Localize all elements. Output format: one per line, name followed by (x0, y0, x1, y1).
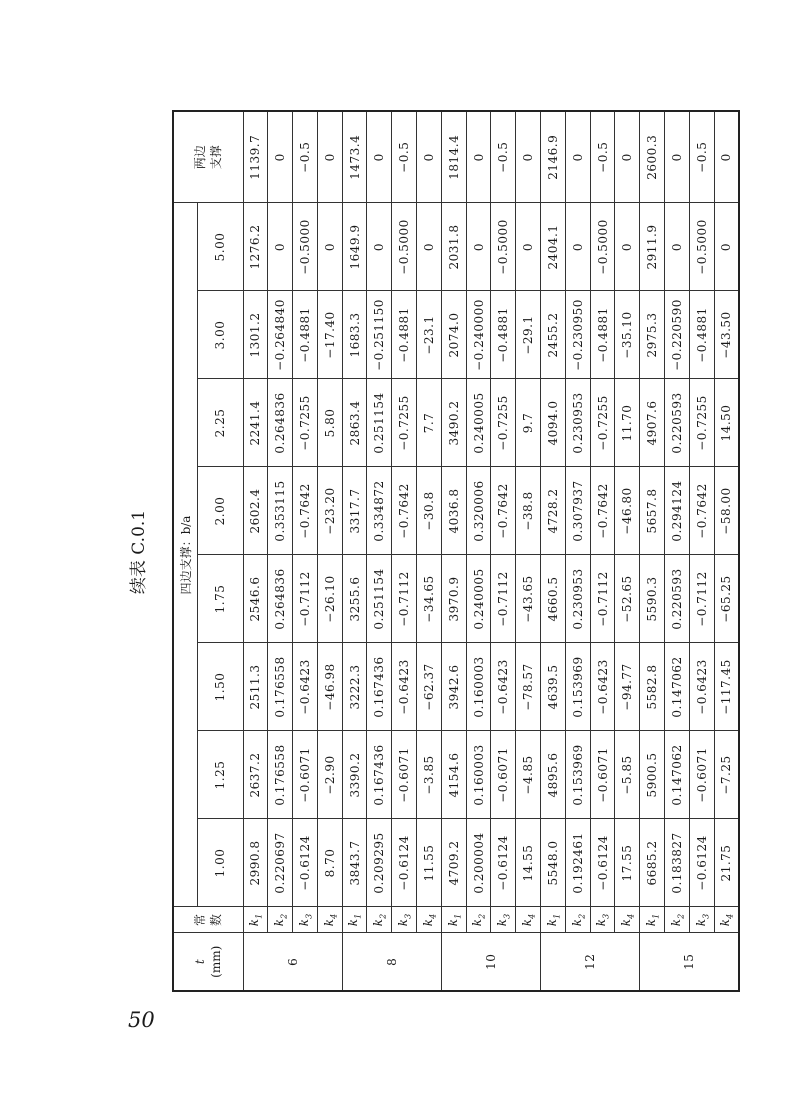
value-cell: −0.230950 (565, 291, 590, 379)
coefficient-subscript: 4 (626, 913, 636, 919)
table-row (665, 111, 690, 991)
value-cell: 4154.6 (441, 731, 466, 819)
value-cell: −0.7642 (392, 467, 417, 555)
value-cell: 1649.9 (342, 203, 367, 291)
value-cell: −0.4881 (491, 291, 516, 379)
coef-label-2: 数 (209, 914, 224, 927)
coefficient-symbol: k (594, 918, 609, 927)
coefficient-subscript: 3 (403, 913, 413, 919)
t-label: t (193, 959, 208, 965)
value-cell: −43.50 (714, 291, 739, 379)
value-cell: −0.4881 (293, 291, 318, 379)
table-body (243, 111, 739, 991)
table-row (268, 111, 293, 991)
value-cell: −17.40 (317, 291, 342, 379)
value-cell: −0.7112 (293, 555, 318, 643)
table-row (590, 111, 615, 991)
value-cell: 4036.8 (441, 467, 466, 555)
value-cell: −0.240000 (466, 291, 491, 379)
value-cell: 5657.8 (640, 467, 665, 555)
coefficient-symbol: k (619, 918, 634, 927)
value-cell: −30.8 (417, 467, 442, 555)
value-cell: −0.7255 (293, 379, 318, 467)
coefficient-symbol: k (569, 918, 584, 927)
two-edge-label-1: 两边 (193, 145, 208, 170)
value-cell: −34.65 (417, 555, 442, 643)
value-cell: 3843.7 (342, 819, 367, 907)
coefficient-symbol: k (668, 918, 683, 927)
value-cell: 0 (565, 111, 590, 203)
value-cell: −0.5 (689, 111, 714, 203)
value-cell: 0.264836 (268, 555, 293, 643)
coefficient-symbol: k (371, 918, 386, 927)
table-row (293, 111, 318, 991)
value-cell: 0.153969 (565, 731, 590, 819)
coefficient-subscript: 2 (279, 913, 289, 919)
coefficient-symbol: k (321, 918, 336, 927)
value-cell: −23.1 (417, 291, 442, 379)
coefficient-symbol-cell (367, 907, 392, 933)
table-row (367, 111, 392, 991)
value-cell: 5548.0 (541, 819, 566, 907)
coefficient-subscript: 1 (452, 913, 462, 919)
value-cell: 0.353115 (268, 467, 293, 555)
value-cell: 0 (417, 203, 442, 291)
value-cell: −62.37 (417, 643, 442, 731)
value-cell: 0 (714, 111, 739, 203)
value-cell: 2975.3 (640, 291, 665, 379)
value-cell: −0.6071 (293, 731, 318, 819)
value-cell: 0.176558 (268, 731, 293, 819)
rotated-table-block (128, 112, 738, 992)
coefficient-symbol-cell (565, 907, 590, 933)
value-cell: 0.160003 (466, 643, 491, 731)
value-cell: −0.7112 (689, 555, 714, 643)
thickness-cell: 12 (541, 933, 640, 991)
value-cell: 4094.0 (541, 379, 566, 467)
value-cell: 0 (367, 111, 392, 203)
value-cell: 4907.6 (640, 379, 665, 467)
value-cell: 0.307937 (565, 467, 590, 555)
value-cell: −38.8 (516, 467, 541, 555)
value-cell: 1301.2 (243, 291, 268, 379)
value-cell: 0.153969 (565, 643, 590, 731)
value-cell: 2600.3 (640, 111, 665, 203)
value-cell: 5900.5 (640, 731, 665, 819)
t-header (173, 933, 243, 991)
value-cell: 2511.3 (243, 643, 268, 731)
ratio-header-cell: 5.00 (197, 203, 243, 291)
value-cell: −94.77 (615, 643, 640, 731)
value-cell: −0.6124 (689, 819, 714, 907)
value-cell: 0.147062 (665, 731, 690, 819)
value-cell: −0.6124 (392, 819, 417, 907)
coefficient-symbol: k (718, 918, 733, 927)
coefficient-symbol-cell (640, 907, 665, 933)
value-cell: −43.65 (516, 555, 541, 643)
value-cell: 0.334872 (367, 467, 392, 555)
table-row (392, 111, 417, 991)
value-cell: 0.230953 (565, 555, 590, 643)
value-cell: −0.6423 (293, 643, 318, 731)
coefficient-symbol: k (693, 918, 708, 927)
value-cell: −0.5000 (293, 203, 318, 291)
value-cell: −0.6071 (590, 731, 615, 819)
value-cell: −0.7255 (491, 379, 516, 467)
ratio-header-cell: 1.75 (197, 555, 243, 643)
coef-label-1: 常 (193, 914, 208, 927)
value-cell: −65.25 (714, 555, 739, 643)
coefficient-symbol: k (420, 918, 435, 927)
value-cell: 8.70 (317, 819, 342, 907)
coefficient-symbol: k (470, 918, 485, 927)
value-cell: 17.55 (615, 819, 640, 907)
coefficient-symbol-cell (342, 907, 367, 933)
value-cell: 0.167436 (367, 731, 392, 819)
coefficient-table (172, 110, 740, 992)
coefficient-subscript: 3 (502, 913, 512, 919)
value-cell: −0.7112 (590, 555, 615, 643)
value-cell: −0.220590 (665, 291, 690, 379)
value-cell: −0.6124 (491, 819, 516, 907)
value-cell: 0 (615, 203, 640, 291)
coefficient-symbol: k (495, 918, 510, 927)
coefficient-symbol-cell (665, 907, 690, 933)
value-cell: 0 (516, 111, 541, 203)
value-cell: 0.220593 (665, 555, 690, 643)
coefficient-symbol-cell (590, 907, 615, 933)
coefficient-symbol: k (395, 918, 410, 927)
value-cell: 2990.8 (243, 819, 268, 907)
coefficient-symbol-cell (293, 907, 318, 933)
value-cell: 0.160003 (466, 731, 491, 819)
value-cell: 4728.2 (541, 467, 566, 555)
table-row (417, 111, 442, 991)
ratio-header-cell: 1.25 (197, 731, 243, 819)
coefficient-subscript: 1 (353, 913, 363, 919)
coefficient-symbol: k (296, 918, 311, 927)
value-cell: −0.5000 (689, 203, 714, 291)
value-cell: −58.00 (714, 467, 739, 555)
thickness-cell: 6 (243, 933, 342, 991)
value-cell: 4895.6 (541, 731, 566, 819)
value-cell: 0 (268, 111, 293, 203)
value-cell: 9.7 (516, 379, 541, 467)
ratio-header-cell: 1.00 (197, 819, 243, 907)
table-row (640, 111, 665, 991)
value-cell: −23.20 (317, 467, 342, 555)
value-cell: 6685.2 (640, 819, 665, 907)
coefficient-symbol-cell (243, 907, 268, 933)
coefficient-subscript: 4 (428, 913, 438, 919)
value-cell: 0.220593 (665, 379, 690, 467)
value-cell: −0.5000 (491, 203, 516, 291)
value-cell: 3222.3 (342, 643, 367, 731)
coefficient-symbol: k (544, 918, 559, 927)
coefficient-symbol-cell (268, 907, 293, 933)
value-cell: −0.5000 (590, 203, 615, 291)
value-cell: 11.70 (615, 379, 640, 467)
coefficient-subscript: 1 (552, 913, 562, 919)
value-cell: 1814.4 (441, 111, 466, 203)
value-cell: 3490.2 (441, 379, 466, 467)
thickness-cell: 8 (342, 933, 441, 991)
value-cell: −0.7642 (689, 467, 714, 555)
value-cell: 0 (268, 203, 293, 291)
coefficient-subscript: 2 (676, 913, 686, 919)
coefficient-symbol-cell (317, 907, 342, 933)
table-row (317, 111, 342, 991)
value-cell: 0.167436 (367, 643, 392, 731)
coefficient-symbol: k (643, 918, 658, 927)
value-cell: −0.5000 (392, 203, 417, 291)
coefficient-symbol: k (272, 918, 286, 927)
value-cell: 4709.2 (441, 819, 466, 907)
table-row (516, 111, 541, 991)
value-cell: 0.200004 (466, 819, 491, 907)
value-cell: −0.6071 (392, 731, 417, 819)
value-cell: −0.7642 (590, 467, 615, 555)
value-cell: 2637.2 (243, 731, 268, 819)
two-edge-header (173, 111, 243, 203)
value-cell: −0.6423 (590, 643, 615, 731)
value-cell: 0 (615, 111, 640, 203)
value-cell: −0.6071 (491, 731, 516, 819)
value-cell: 0 (714, 203, 739, 291)
ratio-header-cell: 3.00 (197, 291, 243, 379)
value-cell: −0.7642 (293, 467, 318, 555)
coefficient-subscript: 1 (254, 913, 264, 919)
coefficient-subscript: 1 (651, 913, 661, 919)
value-cell: 2911.9 (640, 203, 665, 291)
value-cell: −0.5 (590, 111, 615, 203)
value-cell: 7.7 (417, 379, 442, 467)
value-cell: −46.80 (615, 467, 640, 555)
value-cell: 2241.4 (243, 379, 268, 467)
value-cell: 1276.2 (243, 203, 268, 291)
value-cell: 0.240005 (466, 379, 491, 467)
table-caption: 续表 C.0.1 (129, 509, 149, 595)
table-row (243, 111, 268, 991)
value-cell: 0 (466, 111, 491, 203)
value-cell: 0.230953 (565, 379, 590, 467)
coefficient-symbol-cell (441, 907, 466, 933)
value-cell: 4660.5 (541, 555, 566, 643)
value-cell: −0.7112 (491, 555, 516, 643)
value-cell: 0.251154 (367, 379, 392, 467)
coefficient-symbol: k (445, 918, 460, 927)
value-cell: −78.57 (516, 643, 541, 731)
coefficient-symbol: k (519, 918, 534, 927)
coefficient-symbol-cell (392, 907, 417, 933)
value-cell: −0.264840 (268, 291, 293, 379)
value-cell: 3255.6 (342, 555, 367, 643)
value-cell: 1473.4 (342, 111, 367, 203)
value-cell: 0 (516, 203, 541, 291)
thickness-cell: 10 (441, 933, 540, 991)
value-cell: 3942.6 (441, 643, 466, 731)
value-cell: 14.55 (516, 819, 541, 907)
value-cell: −35.10 (615, 291, 640, 379)
table-row (342, 111, 367, 991)
value-cell: 1683.3 (342, 291, 367, 379)
value-cell: 2146.9 (541, 111, 566, 203)
coef-header (173, 907, 243, 933)
value-cell: 0.147062 (665, 643, 690, 731)
value-cell: −0.6423 (689, 643, 714, 731)
value-cell: 2455.2 (541, 291, 566, 379)
t-unit: (mm) (209, 945, 224, 978)
value-cell: −4.85 (516, 731, 541, 819)
ratio-header-cell: 1.50 (197, 643, 243, 731)
value-cell: 11.55 (417, 819, 442, 907)
table-row (565, 111, 590, 991)
value-cell: 0 (665, 203, 690, 291)
value-cell: −0.5 (491, 111, 516, 203)
value-cell: 3390.2 (342, 731, 367, 819)
coefficient-subscript: 2 (576, 913, 586, 919)
value-cell: 0.320006 (466, 467, 491, 555)
value-cell: −0.7255 (590, 379, 615, 467)
value-cell: −0.6423 (491, 643, 516, 731)
value-cell: 5582.8 (640, 643, 665, 731)
coefficient-subscript: 3 (304, 913, 314, 919)
thickness-cell: 15 (640, 933, 739, 991)
table-row (541, 111, 566, 991)
coefficient-symbol-cell (615, 907, 640, 933)
value-cell: −0.4881 (689, 291, 714, 379)
value-cell: 0 (665, 111, 690, 203)
value-cell: 4639.5 (541, 643, 566, 731)
coefficient-symbol-cell (466, 907, 491, 933)
value-cell: −26.10 (317, 555, 342, 643)
coefficient-symbol-cell (689, 907, 714, 933)
table-row (615, 111, 640, 991)
table-row (689, 111, 714, 991)
value-cell: 3317.7 (342, 467, 367, 555)
value-cell: 0 (367, 203, 392, 291)
value-cell: 0 (565, 203, 590, 291)
value-cell: 2031.8 (441, 203, 466, 291)
value-cell: 2074.0 (441, 291, 466, 379)
group-header: 四边支撑：b/a (173, 203, 197, 907)
value-cell: 2546.6 (243, 555, 268, 643)
value-cell: 5590.3 (640, 555, 665, 643)
value-cell: 0 (466, 203, 491, 291)
value-cell: −0.6423 (392, 643, 417, 731)
value-cell: −29.1 (516, 291, 541, 379)
ratio-header-cell: 2.25 (197, 379, 243, 467)
coefficient-symbol: k (247, 918, 262, 927)
coefficient-symbol-cell (417, 907, 442, 933)
value-cell: −0.7642 (491, 467, 516, 555)
value-cell: −46.98 (317, 643, 342, 731)
coefficient-subscript: 2 (378, 913, 388, 919)
value-cell: −0.7255 (689, 379, 714, 467)
value-cell: 0.220697 (268, 819, 293, 907)
table-row (714, 111, 739, 991)
two-edge-label-2: 支撑 (209, 145, 224, 170)
value-cell: 0.183827 (665, 819, 690, 907)
value-cell: 0.264836 (268, 379, 293, 467)
value-cell: 3970.9 (441, 555, 466, 643)
value-cell: −0.5 (293, 111, 318, 203)
coefficient-subscript: 3 (601, 913, 611, 919)
value-cell: −0.6124 (590, 819, 615, 907)
value-cell: −7.25 (714, 731, 739, 819)
coefficient-symbol-cell (541, 907, 566, 933)
value-cell: 0.240005 (466, 555, 491, 643)
ratio-header-row (197, 111, 243, 991)
value-cell: 0 (317, 203, 342, 291)
value-cell: 21.75 (714, 819, 739, 907)
value-cell: −2.90 (317, 731, 342, 819)
coefficient-subscript: 3 (700, 913, 710, 919)
value-cell: −0.251150 (367, 291, 392, 379)
value-cell: −52.65 (615, 555, 640, 643)
value-cell: 1139.7 (243, 111, 268, 203)
value-cell: −0.7112 (392, 555, 417, 643)
value-cell: 0 (317, 111, 342, 203)
value-cell: −3.85 (417, 731, 442, 819)
coefficient-subscript: 4 (328, 913, 338, 919)
value-cell: 2404.1 (541, 203, 566, 291)
value-cell: 2602.4 (243, 467, 268, 555)
coefficient-symbol-cell (714, 907, 739, 933)
value-cell: 0.192461 (565, 819, 590, 907)
value-cell: 0 (417, 111, 442, 203)
coefficient-subscript: 4 (527, 913, 537, 919)
coefficient-symbol-cell (491, 907, 516, 933)
table-row (491, 111, 516, 991)
value-cell: −5.85 (615, 731, 640, 819)
value-cell: 0.251154 (367, 555, 392, 643)
coefficient-symbol-cell (516, 907, 541, 933)
table-row (441, 111, 466, 991)
coefficient-subscript: 4 (725, 913, 735, 919)
value-cell: −0.6124 (293, 819, 318, 907)
ratio-header-cell: 2.00 (197, 467, 243, 555)
value-cell: 0.209295 (367, 819, 392, 907)
value-cell: 14.50 (714, 379, 739, 467)
coefficient-subscript: 2 (477, 913, 487, 919)
page-number: 50 (128, 1008, 155, 1032)
value-cell: −0.5 (392, 111, 417, 203)
value-cell: 0.176558 (268, 643, 293, 731)
value-cell: −0.4881 (392, 291, 417, 379)
coefficient-symbol: k (346, 918, 361, 927)
table-row (466, 111, 491, 991)
value-cell: −0.6071 (689, 731, 714, 819)
value-cell: −0.4881 (590, 291, 615, 379)
value-cell: −0.7255 (392, 379, 417, 467)
value-cell: 2863.4 (342, 379, 367, 467)
value-cell: 0.294124 (665, 467, 690, 555)
value-cell: 5.80 (317, 379, 342, 467)
value-cell: −117.45 (714, 643, 739, 731)
